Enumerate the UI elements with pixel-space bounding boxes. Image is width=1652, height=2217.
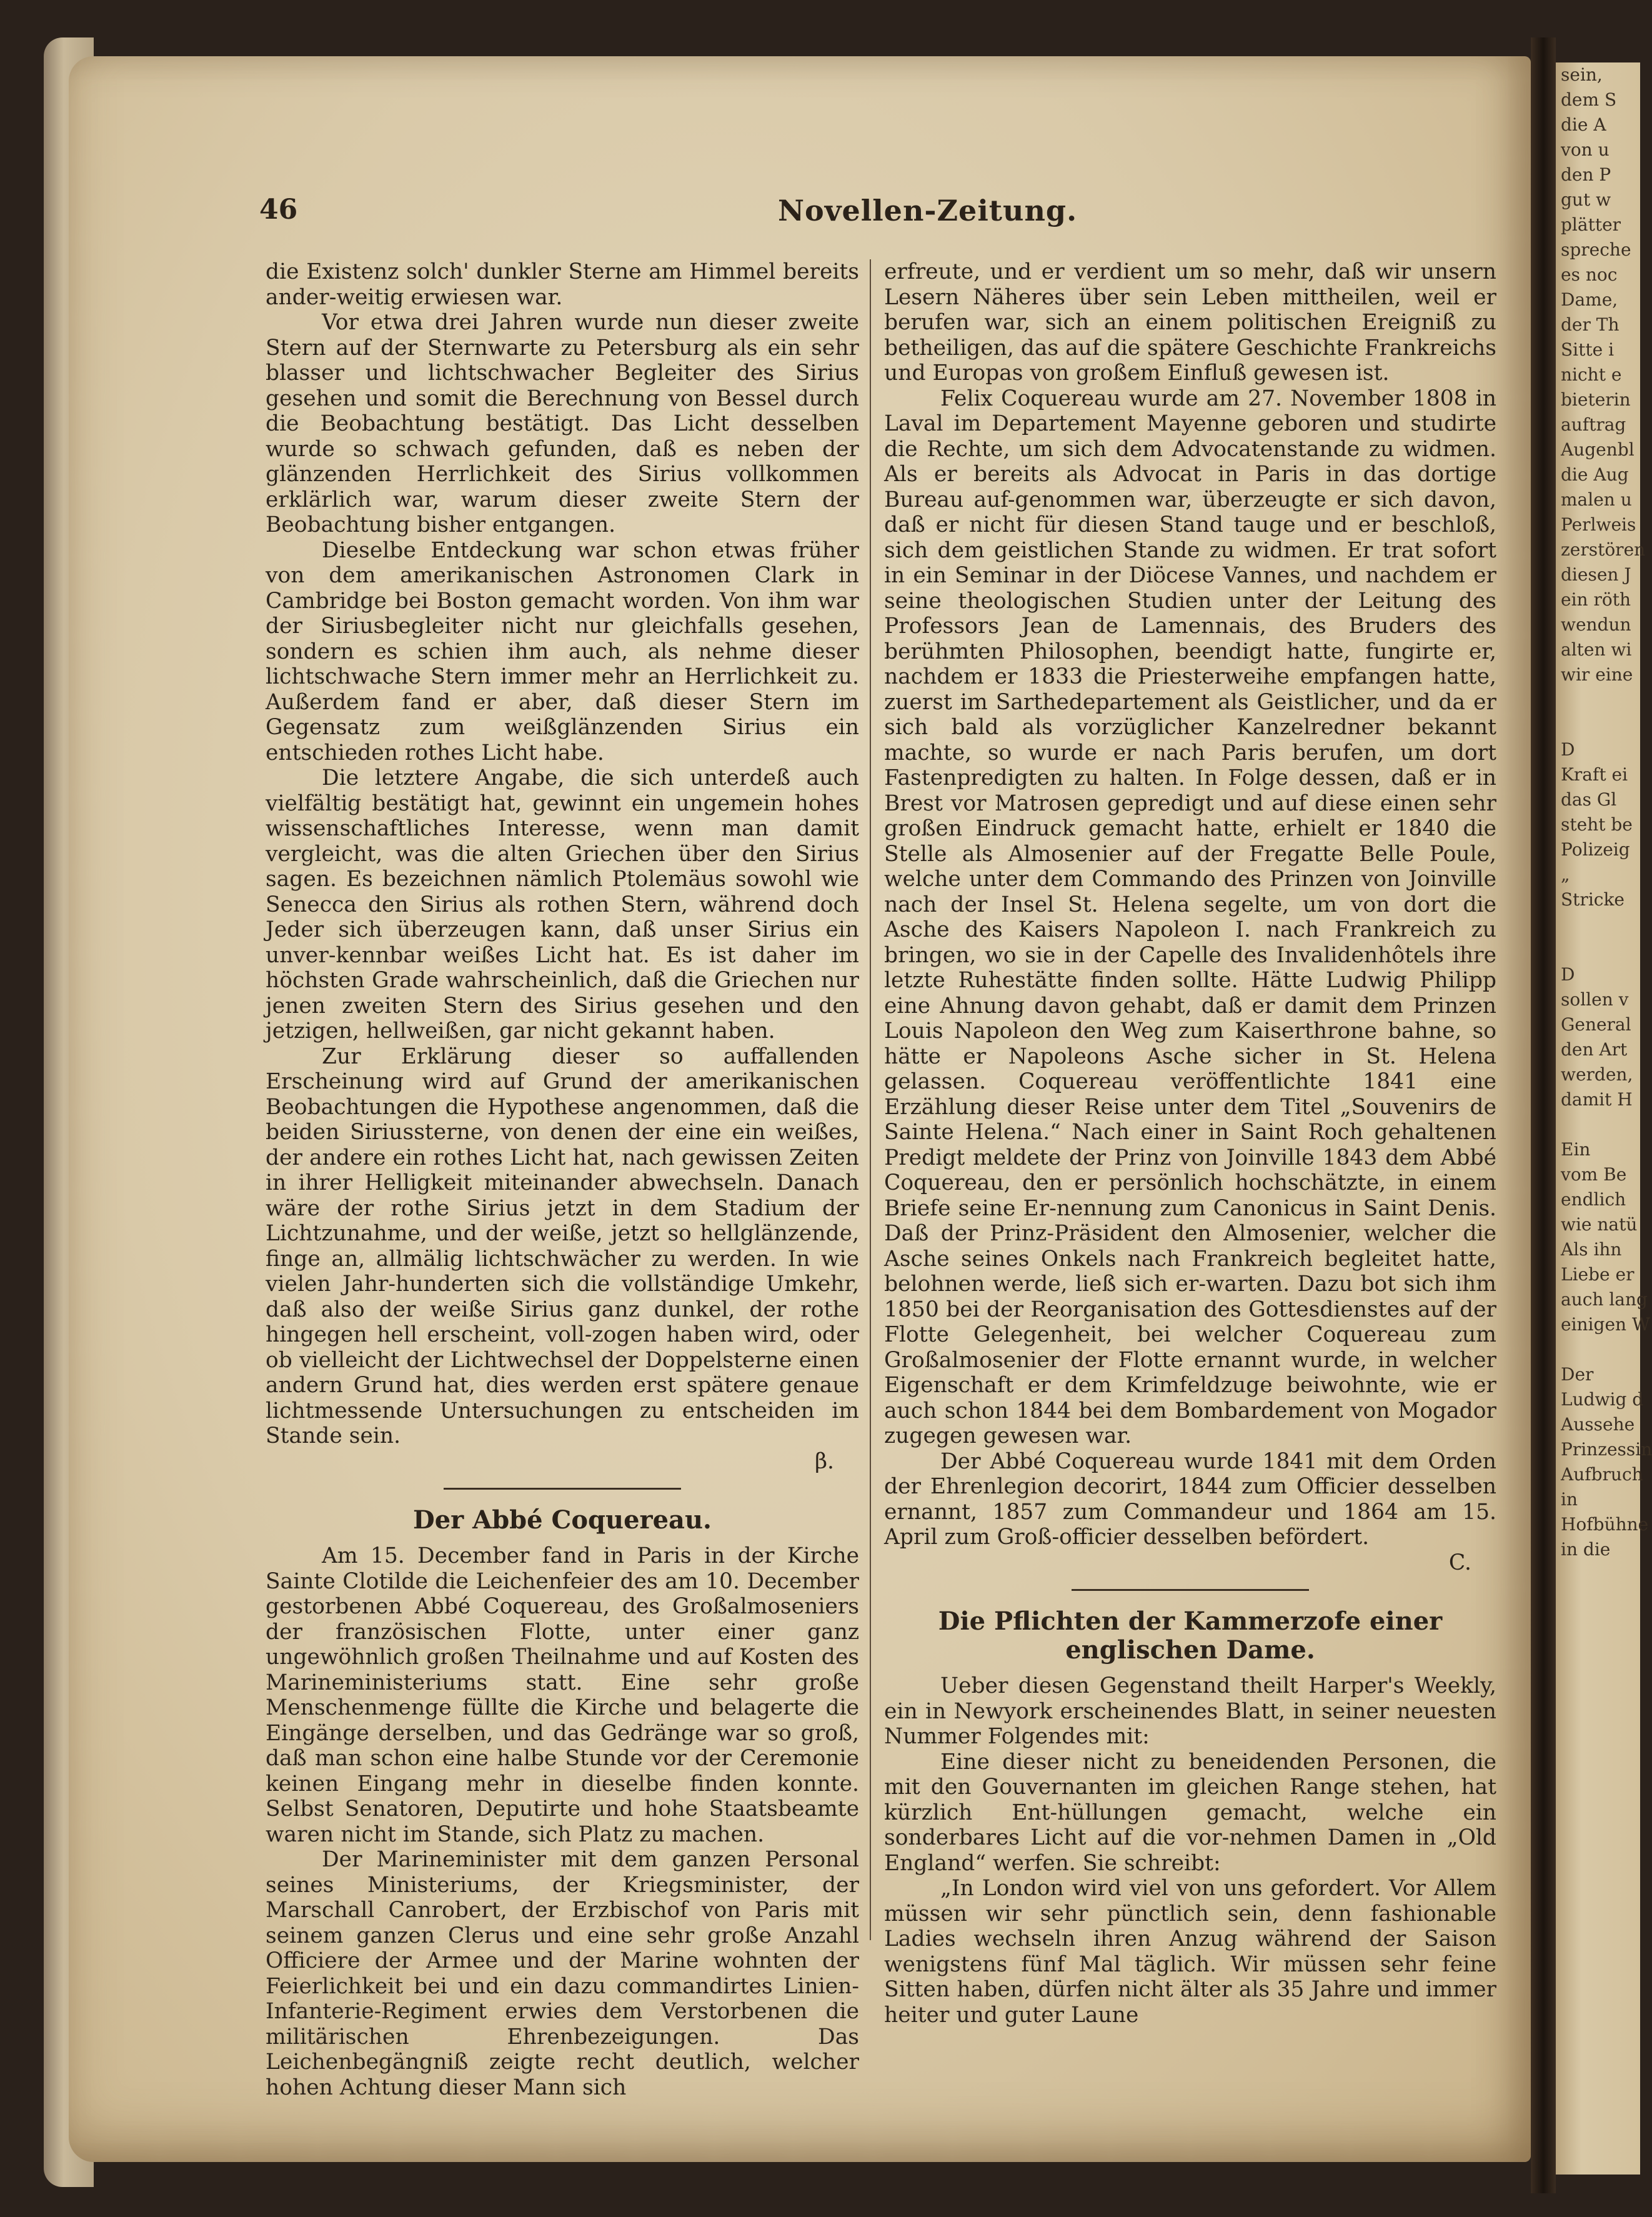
- next-page-fragment: steht be: [1561, 814, 1633, 835]
- next-page-fragment: nicht e: [1561, 364, 1622, 385]
- next-page-fragment: auch lang: [1561, 1289, 1648, 1310]
- next-page-fragment: Ludwig d: [1561, 1389, 1644, 1410]
- page-number: 46: [259, 194, 298, 226]
- next-page-fragment: malen u: [1561, 489, 1632, 510]
- next-page-fragment: die A: [1561, 114, 1606, 135]
- paragraph: Die letztere Angabe, die sich unterdeß auch vielfältig bestätigt hat, gewinnt ein ungemein hohes wissenschaftliches Interesse, wenn man damit vergleicht, was die alten Griechen über den Sirius sagen. Es bezeichnen nämlich Ptolemäus sowohl wie Senecca den Sirius als rothen Stern, während doch Jeder sich überzeugen kann, daß unser Sirius ein unver-kennbar weißes Licht hat. Es ist daher im höchsten Grade wahrscheinlich, daß die Griechen nur jenen zweiten Stern des Sirius gesehen und den jetzigen, hellweißen, gar nicht gekannt haben.: [266, 765, 859, 1044]
- next-page-fragment: von u: [1561, 139, 1610, 160]
- paragraph: Vor etwa drei Jahren wurde nun dieser zweite Stern auf der Sternwarte zu Petersburg als ein sehr blasser und lichtschwacher Begleiter des Sirius gesehen und somit die Berechnung von Bessel durch die Beobachtung bestätigt. Das Licht desselben wurde so schwach gefunden, daß es neben der glänzenden Herrlichkeit des Sirius vollkommen erklärlich war, warum dieser zweite Stern der Beobachtung bisher entgangen.: [266, 310, 859, 537]
- next-page-fragment: [1556, 1112, 1640, 1137]
- next-page-fragment: spreche: [1561, 239, 1631, 260]
- next-page-fragment: einigen W: [1561, 1314, 1650, 1335]
- page-header: [259, 194, 1571, 237]
- next-page-fragment: Stricke: [1561, 889, 1625, 910]
- article-separator: [444, 1488, 681, 1490]
- paragraph: Der Marineminister mit dem ganzen Personal seines Ministeriums, der Kriegsminister, der Marschall Canrobert, der Erzbischof von Paris mit seinem ganzen Clerus und eine sehr große Anzahl Officiere der Armee und der Marine wohnten der Feierlichkeit bei und ein dazu commandirtes Linien-Infanterie-Regiment erwies dem Verstorbenen die militärischen Ehrenbezeigungen. Das Leichenbegängniß zeigte recht deutlich, welcher hohen Achtung dieser Mann sich: [266, 1847, 859, 2100]
- next-page-fragment: das Gl: [1561, 789, 1617, 810]
- next-page-fragment: in die: [1561, 1539, 1611, 1560]
- article-title: Der Abbé Coquereau.: [413, 1505, 712, 1535]
- next-page-fragment: der Th: [1561, 314, 1620, 335]
- next-page-fragment: D: [1561, 964, 1575, 985]
- next-page-fragment: es noc: [1561, 264, 1618, 285]
- next-page-fragment: auftrag: [1561, 414, 1626, 435]
- next-page-fragment: zerstören: [1561, 539, 1646, 560]
- next-page-fragment: Aussehe: [1561, 1414, 1635, 1435]
- next-page-fragment: Kraft ei: [1561, 764, 1628, 785]
- next-page-fragment: wie natü: [1561, 1214, 1638, 1235]
- next-page-fragment: den P: [1561, 164, 1611, 185]
- next-page-fragment: dem S: [1561, 89, 1617, 110]
- next-page-fragment: gut w: [1561, 189, 1611, 210]
- next-page-fragment: wir eine: [1561, 664, 1633, 685]
- next-page-fragment: Prinzessin: [1561, 1439, 1652, 1460]
- next-page-fragment: damit H: [1561, 1089, 1633, 1110]
- next-page-fragment: ein röth: [1561, 589, 1631, 610]
- next-page-fragment: Aufbruch: [1561, 1464, 1643, 1485]
- next-page-fragment: Perlweis: [1561, 514, 1636, 535]
- next-page-fragment: [1556, 937, 1640, 962]
- paragraph: Der Abbé Coquereau wurde 1841 mit dem Orden der Ehrenlegion decorirt, 1844 zum Officier desselben ernannt, 1857 zum Commandeur und 1864 am 15. April zum Groß-officier desselben befördert.: [884, 1448, 1496, 1550]
- next-page-fragment: endlich: [1561, 1189, 1626, 1210]
- paragraph: Zur Erklärung dieser so auffallenden Erscheinung wird auf Grund der amerikanischen Beobachtungen die Hypothese angenommen, daß die beiden Siriussterne, von denen der eine ein weißes, der andere ein rothes Licht hat, nach gewissen Zeiten in ihrer Helligkeit miteinander abwechseln. Danach wäre der rothe Sirius jetzt in dem Stadium der Lichtzunahme, und der weiße, jetzt so hellglänzende, finge an, allmälig lichtschwächer zu werden. In wie vielen Jahr-hunderten sich die vollständige Umkehr, daß also der weiße Sirius ganz dunkel, der rothe hingegen hell erscheint, voll-zogen haben wird, oder ob vielleicht der Lichtwechsel der Doppelsterne einen andern Grund hat, dies werden erst spätere genaue lichtmessende Untersuchungen zu entscheiden im Stande sein.: [266, 1044, 859, 1448]
- paragraph: Eine dieser nicht zu beneidenden Personen, die mit den Gouvernanten im gleichen Range stehen, hat kürzlich Ent-hüllungen gemacht, welche ein sonderbares Licht auf die vor-nehmen Damen in „Old England“ werfen. Sie schreibt:: [884, 1749, 1496, 1876]
- author-signature: C.: [1448, 1550, 1471, 1575]
- next-page-fragment: Der: [1561, 1364, 1594, 1385]
- next-page-fragment: die Aug: [1561, 464, 1629, 485]
- article-title: Die Pflichten der Kammerzofe einer englischen Dame.: [938, 1607, 1443, 1665]
- next-page-fragment: plätter: [1561, 214, 1621, 235]
- next-page-fragment: [1556, 912, 1640, 937]
- next-page-fragment: Augenbl: [1561, 439, 1635, 460]
- next-page-fragment: Ein: [1561, 1139, 1591, 1160]
- paragraph: Felix Coquereau wurde am 27. November 1808 in Laval im Departement Mayenne geboren und studirte die Rechte, um sich dem Advocatenstande zu widmen. Als er bereits als Advocat in Paris in das dortige Bureau auf-genommen war, überzeugte er sich davon, daß er nicht für diesen Stand tauge und er beschloß, sich dem geistlichen Stande zu widmen. Er trat sofort in ein Seminar in der Diöcese Vannes, und nachdem er seine theologischen Studien unter der Leitung des Professors Jean de Lamennais, des Bruders des berühmten Philosophen, beendigt hatte, fungirte er, nachdem er 1833 die Priesterweihe empfangen hatte, zuerst im Sarthedepartement als Geistlicher, und da er sich bald als vorzüglicher Kanzelredner bekannt machte, so wurde er nach Paris berufen, um dort Fastenpredigten zu halten. In Folge dessen, daß er in Brest vor Matrosen gepredigt und auf diese einen sehr großen Eindruck gemacht hatte, erhielt er 1840 die Stelle als Almosenier auf der Fregatte Belle Poule, welche unter dem Commando des Prinzen von Joinville nach der Insel St. Helena segelte, um von dort die Asche des Kaisers Napoleon I. nach Frankreich zu bringen, wo sie in der Capelle des Invalidenhôtels ihre letzte Ruhestätte finden sollte. Hätte Ludwig Philipp eine Ahnung davon gehabt, daß er damit dem Prinzen Louis Napoleon den Weg zum Kaiserthrone bahne, so hätte er Napoleons Asche sicher in St. Helena gelassen. Coquereau veröffentlichte 1841 eine Erzählung dieser Reise unter dem Titel „Souvenirs de Sainte Helena.“ Nach einer in Saint Roch gehaltenen Predigt meldete der Prinz von Joinville 1843 dem Abbé Coquereau, den er persönlich hochschätzte, in einem Briefe seine Er-nennung zum Canonicus in Saint Denis. Daß der Prinz-Präsident den Almosenier, welcher die Asche seines Onkels nach Frankreich begleitet hatte, belohnen werde, ließ sich er-warten. Dazu bot sich ihm 1850 bei der Reorganisation des Gottesdienstes auf der Flotte Gelegenheit, bei welcher Coquereau zum Großalmosenier der Flotte ernannt wurde, in welcher Eigenschaft er dem Krimfeldzuge beiwohnte, wie er auch schon 1844 bei dem Bombardement von Mogador zugegen gewesen war.: [884, 386, 1496, 1448]
- book-gutter: [1531, 37, 1556, 2193]
- next-page-edge: [1556, 62, 1652, 2175]
- next-page-fragment: [1556, 687, 1640, 712]
- paragraph: die Existenz solch' dunkler Sterne am Himmel bereits ander-weitig erwiesen war.: [266, 259, 859, 310]
- paragraph: erfreute, und er verdient um so mehr, daß wir unsern Lesern Näheres über sein Leben mittheilen, weil er berufen war, sich an einem politischen Ereigniß zu betheiligen, das auf die spätere Geschichte Frankreichs und Europas von großem Einfluß gewesen ist.: [884, 259, 1496, 386]
- next-page-fragment: Polizeig: [1561, 839, 1630, 860]
- next-page-fragment: bieterin: [1561, 389, 1631, 410]
- next-page-fragment: [1556, 1337, 1640, 1362]
- paragraph: „In London wird viel von uns gefordert. Vor Allem müssen wir sehr pünctlich sein, denn fashionable Ladies wechseln ihren Anzug während der Saison wenigstens fünf Mal täglich. Wir müssen sehr feine Sitten haben, dürfen nicht älter als 35 Jahre und immer heiter und guter Laune: [884, 1876, 1496, 2028]
- article-separator: [1072, 1589, 1309, 1591]
- next-page-fragment: vom Be: [1561, 1164, 1627, 1185]
- paragraph: Am 15. December fand in Paris in der Kirche Sainte Clotilde die Leichenfeier des am 10. December gestorbenen Abbé Coquereau, des Großalmoseniers der französischen Flotte, unter einer ganz ungewöhnlich großen Theilnahme und auf Kosten des Marineministeriums statt. Eine sehr große Menschenmenge füllte die Kirche und belagerte die Eingänge derselben, und das Gedränge war so groß, daß man schon eine halbe Stunde vor der Ceremonie keinen Eingang mehr in dieselbe finden konnte. Selbst Senatoren, Deputirte und hohe Staatsbeamte waren nicht im Stande, sich Platz zu machen.: [266, 1543, 859, 1847]
- next-page-fragment: werden,: [1561, 1064, 1633, 1085]
- running-title: Novellen-Zeitung.: [778, 194, 1078, 227]
- author-signature: β.: [815, 1448, 834, 1474]
- next-page-fragment: sollen v: [1561, 989, 1629, 1010]
- next-page-fragment: den Art: [1561, 1039, 1628, 1060]
- next-page-fragment: General: [1561, 1014, 1631, 1035]
- paragraph: Dieselbe Entdeckung war schon etwas früher von dem amerikanischen Astronomen Clark in Cambridge bei Boston gemacht worden. Von ihm war der Siriusbegleiter nicht nur gleichfalls gesehen, sondern es schien ihm auch, als nehme dieser lichtschwache Stern immer mehr an Herrlichkeit zu. Außerdem fand er aber, daß dieser Stern im Gegensatz zum weißglänzenden Sirius ein entschieden rothes Licht habe.: [266, 537, 859, 765]
- next-page-fragment: Liebe er: [1561, 1264, 1635, 1285]
- paragraph: Ueber diesen Gegenstand theilt Harper's Weekly, ein in Newyork erscheinendes Blatt, in seiner neuesten Nummer Folgendes mit:: [884, 1673, 1496, 1749]
- next-page-fragment: Als ihn: [1561, 1239, 1622, 1260]
- right-column: [884, 259, 1496, 2028]
- next-page-fragment: alten wi: [1561, 639, 1632, 660]
- next-page-fragment: in: [1561, 1489, 1578, 1510]
- next-page-fragment: Dame,: [1561, 289, 1618, 310]
- next-page-fragment: sein,: [1561, 64, 1603, 85]
- next-page-fragment: wendun: [1561, 614, 1631, 635]
- column-divider: [870, 259, 871, 1940]
- next-page-fragment: [1556, 712, 1640, 737]
- next-page-fragment: Sitte i: [1561, 339, 1615, 360]
- next-page-fragment: diesen J: [1561, 564, 1631, 585]
- next-page-fragment: Hofbühne: [1561, 1514, 1649, 1535]
- next-page-fragment: D: [1561, 739, 1575, 760]
- left-column: [266, 259, 859, 2100]
- next-page-fragment: „: [1561, 864, 1570, 885]
